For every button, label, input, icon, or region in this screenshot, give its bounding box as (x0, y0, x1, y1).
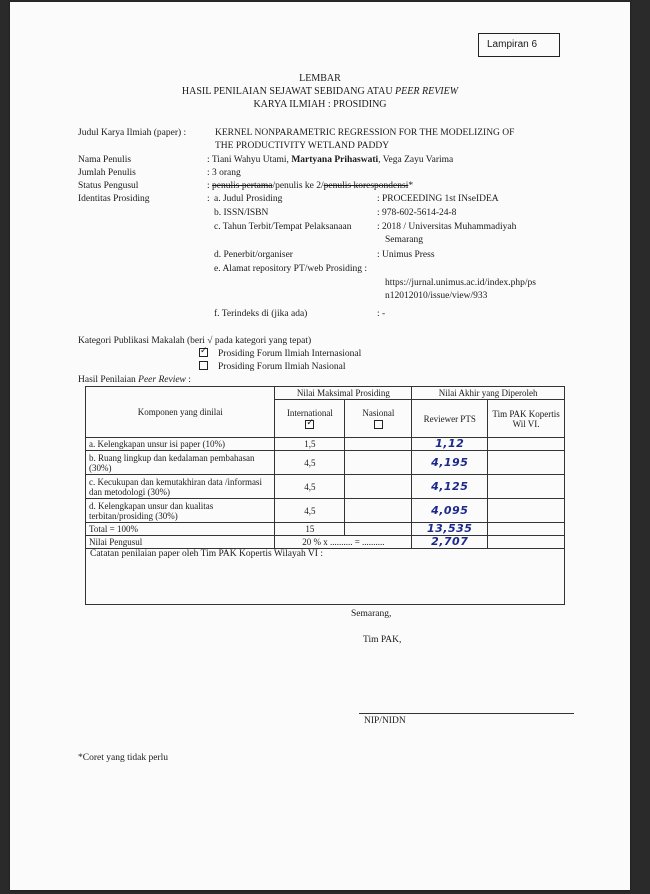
row-tim-pak (488, 475, 565, 499)
table-row (86, 499, 565, 523)
row-max: 4,5 (275, 475, 345, 499)
header-komponen: Komponen yang dinilai (86, 387, 275, 438)
row-label: c. Kecukupan dan kemutakhiran data /informasi dan metodologi (30%) (86, 475, 275, 499)
judul-prosiding-value: : PROCEEDING 1st INseIDEA (377, 194, 499, 204)
kategori-option-internasional[interactable]: ✓Prosiding Forum Ilmiah Internasional (199, 348, 361, 360)
row-nasional (345, 438, 412, 451)
row-tim-pak (488, 499, 565, 523)
total-tim-pak (488, 523, 565, 536)
header-line1: LEMBAR (299, 73, 341, 84)
checkbox-checked-icon (305, 420, 314, 429)
penerbit-label: d. Penerbit/organiser (214, 250, 293, 260)
identitas-colon: : (207, 194, 210, 204)
jumlah-label: Jumlah Penulis (78, 168, 136, 178)
table-row (86, 438, 565, 451)
identitas-label: Identitas Prosiding (78, 194, 150, 204)
row-reviewer-score: 4,095 (412, 499, 488, 523)
issn-value: : 978-602-5614-24-8 (377, 208, 457, 218)
terindeks-label: f. Terindeks di (jika ada) (214, 309, 308, 319)
total-nasional (345, 523, 412, 536)
row-tim-pak (488, 451, 565, 475)
row-nasional (345, 499, 412, 523)
signature-nip: NIP/NIDN (364, 716, 406, 726)
header-nasional: Nasional (345, 400, 412, 438)
row-reviewer-score: 4,125 (412, 475, 488, 499)
row-max: 1,5 (275, 438, 345, 451)
lampiran-box: Lampiran 6 (478, 33, 560, 57)
row-label: d. Kelengkapan unsur dan kualitas terbitan/prosiding (30%) (86, 499, 275, 523)
table-row-total (86, 523, 565, 536)
hasil-label: Hasil Penilaian Peer Review : (78, 375, 191, 385)
tahun-value-1: : 2018 / Universitas Muhammadiyah (377, 222, 517, 232)
judul-label: Judul Karya Ilmiah (paper) : (78, 128, 187, 138)
penerbit-value: : Unimus Press (377, 250, 435, 260)
jumlah-value: : 3 orang (207, 168, 241, 178)
pengusul-reviewer-score: 2,707 (412, 536, 488, 549)
kategori-option-nasional[interactable]: Prosiding Forum Ilmiah Nasional (199, 361, 345, 373)
row-reviewer-score: 1,12 (412, 438, 488, 451)
total-label: Total = 100% (86, 523, 275, 536)
header-reviewer: Reviewer PTS (412, 400, 488, 438)
row-max: 4,5 (275, 499, 345, 523)
judul-value-2: THE PRODUCTIVITY WETLAND PADDY (215, 141, 390, 151)
header-line2: HASIL PENILAIAN SEJAWAT SEBIDANG ATAU PEER REVIEW (181, 86, 459, 97)
row-nasional (345, 475, 412, 499)
signature-team: Tim PAK, (363, 635, 402, 645)
judul-prosiding-label: a. Judul Prosiding (214, 194, 283, 204)
status-value: : penulis pertama/penulis ke 2/penulis korespondensi* (207, 181, 414, 191)
footnote: *Coret yang tidak perlu (78, 753, 168, 763)
header-tim-pak: Tim PAK Kopertis Wil VI. (488, 400, 565, 438)
tahun-label: c. Tahun Terbit/Tempat Pelaksanaan (214, 222, 352, 232)
tahun-value-2: Semarang (385, 235, 423, 245)
signature-line (359, 713, 574, 714)
row-tim-pak (488, 438, 565, 451)
pengusul-formula: 20 % x .......... = .......... (275, 536, 412, 549)
header-line3: KARYA ILMIAH : PROSIDING (253, 99, 387, 110)
repository-url-1[interactable]: https://jurnal.unimus.ac.id/index.php/ps (385, 278, 536, 288)
nama-value: : Tiani Wahyu Utami, Martyana Prihaswati, Vega Zayu Varima (207, 155, 454, 165)
signature-city: Semarang, (351, 609, 392, 619)
total-max: 15 (275, 523, 345, 536)
status-label: Status Pengusul (78, 181, 139, 191)
repository-url-2[interactable]: n12012010/issue/view/933 (385, 291, 488, 301)
checkbox-checked-icon[interactable] (199, 348, 208, 357)
row-label: b. Ruang lingkup dan kedalaman pembahasan (30%) (86, 451, 275, 475)
checkbox-empty-icon[interactable] (199, 361, 208, 370)
kategori-title: Kategori Publikasi Makalah (beri √ pada kategori yang tepat) (78, 336, 312, 346)
row-nasional (345, 451, 412, 475)
total-reviewer-score: 13,535 (412, 523, 488, 536)
repository-label: e. Alamat repository PT/web Prosiding : (214, 264, 368, 274)
catatan-box: Catatan penilaian paper oleh Tim PAK Kopertis Wilayah VI : (85, 547, 565, 605)
header-nilai-akhir: Nilai Akhir yang Diperoleh (412, 387, 565, 400)
issn-label: b. ISSN/ISBN (214, 208, 269, 218)
header-international: International ✓ (275, 400, 345, 438)
pengusul-label: Nilai Pengusul (86, 536, 275, 549)
table-row (86, 451, 565, 475)
row-max: 4,5 (275, 451, 345, 475)
terindeks-value: : - (377, 309, 386, 319)
row-label: a. Kelengkapan unsur isi paper (10%) (86, 438, 275, 451)
header-nilai-maksimal: Nilai Maksimal Prosiding (275, 387, 412, 400)
judul-value-1: KERNEL NONPARAMETRIC REGRESSION FOR THE MODELIZING OF (215, 128, 515, 138)
nama-label: Nama Penulis (78, 155, 132, 165)
document-page (10, 2, 630, 890)
peer-review-table (85, 386, 565, 549)
row-reviewer-score: 4,195 (412, 451, 488, 475)
checkbox-empty-icon (374, 420, 383, 429)
table-row (86, 475, 565, 499)
